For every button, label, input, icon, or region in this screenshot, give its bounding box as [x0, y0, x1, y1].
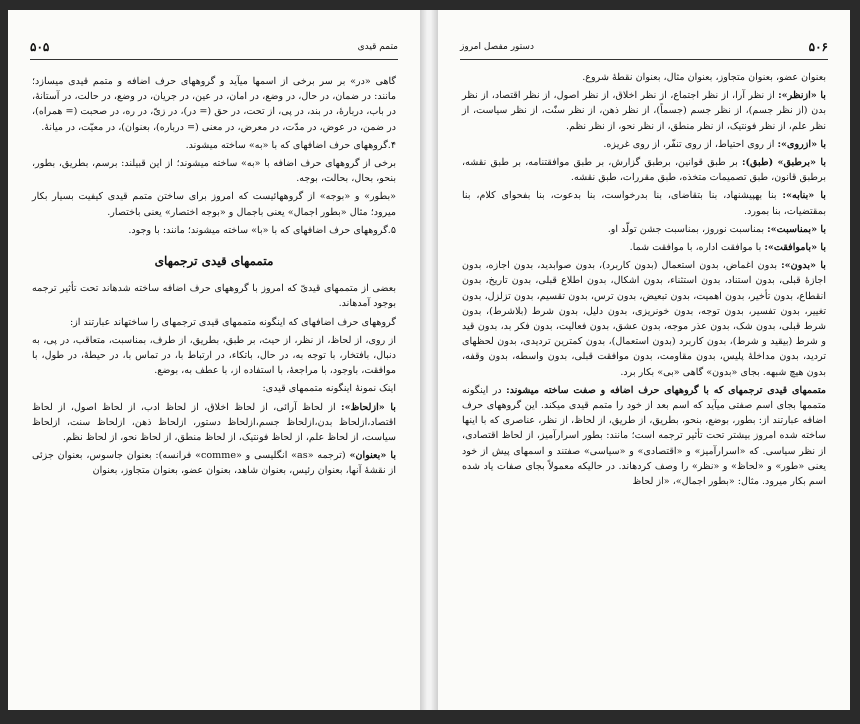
right-text-5: بنا بهپیشنهاد، بنا بتقاضای، بنا بدرخواست، بنا بدعوت، بنا بفحوای کلام، بنا بمقتضیات، بنا بمورد. — [462, 190, 826, 217]
book-gutter — [420, 10, 438, 710]
left-para-4: بعضی از متممهای قیدیّ که امروز با گروههای حرف اضافه ساخته شدهاند تحت تأثیر ترجمه بوجود آمدهاند. — [32, 283, 396, 310]
right-text-2: از نظر آرا، از نظر اجتماع، از نظر اخلاق، از نظر اصول، از نظر اقتصاد، از نظر بدن (از نظر جسم)، از نظر جسم (جسماً)، از نظر ذهن، از نظر سنّت، از نظر سیاست، از نظر علم، از نظر فونتیک، از نظر منطق، از نظر نحو، از نظر نظم. — [462, 90, 826, 132]
left-item-4: ۴.گروههای حرف اضافهای که با «به» ساخته میشوند. — [185, 139, 396, 151]
right-para-9 — [462, 383, 826, 489]
right-lead-3: با «ازروی»: — [777, 138, 826, 150]
left-item-5: ۵.گروههای حرف اضافهای که با «با» ساخته میشوند؛ مانند: با وجود. — [128, 224, 396, 236]
right-para-7 — [462, 240, 826, 255]
left-para-3: «بطور» و «بوجه» از گروههائیست که امروز برای ساختن متمم قیدی کیفیت بسیار بکار میرود؛ مثال «بطور اجمال» یعنی باجمال و «بوجه اختصار» یعنی باختصار. — [32, 191, 396, 218]
left-page-header — [30, 40, 398, 56]
right-para-8 — [462, 258, 826, 380]
left-text-9: (ترجمه «as» انگلیسی و «comme» فرانسه): بعنوان جاسوس، بعنوان جزئی از نقشهٔ آنها، بعنوان رئیس، بعنوان شاهد، بعنوان عضو، بعنوان متجاوز، بعنوان — [32, 450, 396, 477]
section-title: متممهای قیدی ترجمهای — [154, 254, 274, 269]
right-page-body — [462, 70, 826, 492]
left-lead-9: با «بعنوان» — [349, 450, 397, 462]
right-lead-8: با «بدون»: — [781, 260, 826, 272]
right-page-header — [460, 40, 828, 56]
right-text-7: با موافقت اداره، با موافقت شما. — [629, 242, 762, 254]
right-text-3: از روی احتیاط، از روی تنفّر، از روی غریزه. — [603, 138, 775, 150]
right-para-6 — [462, 222, 826, 237]
right-lead-5: با «بنابه»: — [782, 190, 826, 202]
left-page-number: ۵۰۵ — [30, 40, 50, 54]
right-page — [438, 10, 850, 710]
left-para-1: گاهی «در» بر سر برخی از اسمها میآید و گروههای حرف اضافه و متمم قیدی میسازد؛ مانند: در ضمان، در حال، در وضع، در امان، در عین، در جریان، در وضع، در حالت، در آستانهٔ، در باب، دربارهٔ، در بند، در پی، از تحت، در حق (= در)، در زیّ، در ره، در صحبت (= همراه)، در ضمن، در عوض، در مدّت، در معرض، در معنی (= درباره)، بعنوان)، در معیّت، در میانهٔ. — [32, 76, 396, 133]
left-lead-8: با «ازلحاظ»: — [341, 401, 396, 413]
left-para-2: برخی از گروههای حرف اضافه با «به» ساخته میشوند؛ از این قبیلند: برسم، بطریق، بطور، بنحو، بحال، بحالت، بوجه. — [32, 158, 396, 185]
right-text-6: بمناسبت نوروز، بمناسبت جشن تولّد او. — [607, 223, 765, 235]
left-text-8: از لحاظ آرائی، از لحاظ اخلاق، از لحاظ ادب، از لحاظ اصول، از لحاظ اقتصاد،ازلحاظ بدن،ازلحاظ جسم،ازلحاظ دستور، ازلحاظ ذهن، ازلحاظ سنت، ازلحاظ سیاست، از لحاظ علم، از لحاظ فونتیک، از لحاظ منطق، از لحاظ نحو، از لحاظ نظم. — [32, 401, 396, 444]
left-header-rule — [30, 59, 398, 60]
right-running-title: دستور مفصل امروز — [460, 42, 534, 52]
right-para-5 — [462, 188, 826, 218]
left-page — [8, 10, 420, 710]
right-para-2 — [462, 88, 826, 134]
right-header-rule — [460, 59, 828, 60]
right-lead-4: با «برطبق» (طبق): — [741, 157, 827, 169]
right-text-9: در اینگونه متممها بجای اسم صفتی میآید که اسم بعد از خود را متمم قیدی میکند. این گروههای حرف اضافه عبارتند از: بطور، بوضع، بنحو، بطریق، از طریق، از لحاظ، از نظر، عناصری که با اینها ساخته شده امروز بیشتر تحت تأثیر ترجمه است؛ مانند: بطور اسرارآمیز، از لحاظ اقتصادی، از نظر سیاسی. که «اسرارآمیز» و «اقتصادی» و «سیاسی» صفتند و اسمهای پیش از خود یعنی «طور» و «لحاظ» و «نظر» را وصف کردهاند. در حالیکه معمولاً بجای صفات یاد شده اسم بکار میرود. مثال: «بطور اجمال»، «از لحاظ — [462, 384, 826, 488]
left-para-8 — [32, 400, 396, 446]
left-para-6: از روی، از لحاظ، از نظر، از حیث، بر طبق، بطریق، از طرف، بمناسبت، متعاقب، در پی، به دنبال، بافتخار، با توجه به، در حال، باتکاء، در ارتباط با، در تماس با، در حیطهٔ، در طول، با موافقت، باوجود، با مراجعهٔ، با استفاده از، با عطف به، بوضع. — [32, 334, 396, 377]
right-para-3 — [462, 137, 826, 152]
right-text-4: بر طبق قوانین، برطبق گزارش، بر طبق موافقتنامه، بر طبق نقشه، برطبق قانون، طبق تصمیمات متخذه، طبق مقررات، طبق نقشه. — [462, 157, 826, 184]
right-page-number: ۵۰۶ — [808, 40, 828, 54]
left-running-title: متمم قیدی — [357, 42, 398, 52]
right-text-8: بدون اغماض، بدون استعمال (بدون کاربرد)، بدون صوابدید، بدون اجازه، بدون اجازهٔ قبلی، بدون استناد، بدون استثناء، بدون اشکال، بدون اطلاع قبلی، بدون تاریخ، بدون انقطاع، بدون تأخیر، بدون اهمیت، بدون تبعیض، بدون ترس، بدون تقسیم، بدون تزلزل، بدون تغییر، بدون تفسیر، بدون توجه، بدون خونریزی، بدون دلیل، بدون شرط (بلاشرط)، بدون شرط قبلی، بدون شک، بدون عذر موجه، بدون عشق، بدون فعالیت، بدون فکر بد، بدون قید و شرط (بیقید و شرط)، بدون کاربرد (بدون استعمال)، بدون کمترین تردیدی، بدون لحظهای تردید، بدون مداخلهٔ پلیس، بدون مقاومت، بدون موافقت قبلی، بدون واسطه، بدون وقفه، بدون هیچ شبهه. بجای «بدون» گاهی «بی» بکار برد. — [462, 260, 826, 378]
right-lead-9: متممهای قیدی ترجمهای که با گروههای حرف اضافه و صفت ساخته میشوند: — [506, 384, 826, 396]
right-para-1: بعنوان عضو، بعنوان متجاوز، بعنوان مثال، بعنوان نقطهٔ شروع. — [582, 72, 826, 83]
right-lead-7: با «باموافقت»: — [764, 242, 826, 254]
right-para-4 — [462, 155, 826, 185]
left-para-5: گروههای حرف اضافهای که اینگونه متممهای قیدی ترجمهای را ساختهاند عبارتند از: — [69, 316, 396, 328]
left-page-body — [32, 74, 396, 482]
right-lead-6: با «بمناسبت»: — [767, 223, 826, 235]
left-para-9 — [32, 448, 396, 478]
left-para-7: اینک نمونهٔ اینگونه متممهای قیدی: — [262, 383, 396, 395]
right-lead-2: با «ازنظر»: — [778, 90, 826, 102]
